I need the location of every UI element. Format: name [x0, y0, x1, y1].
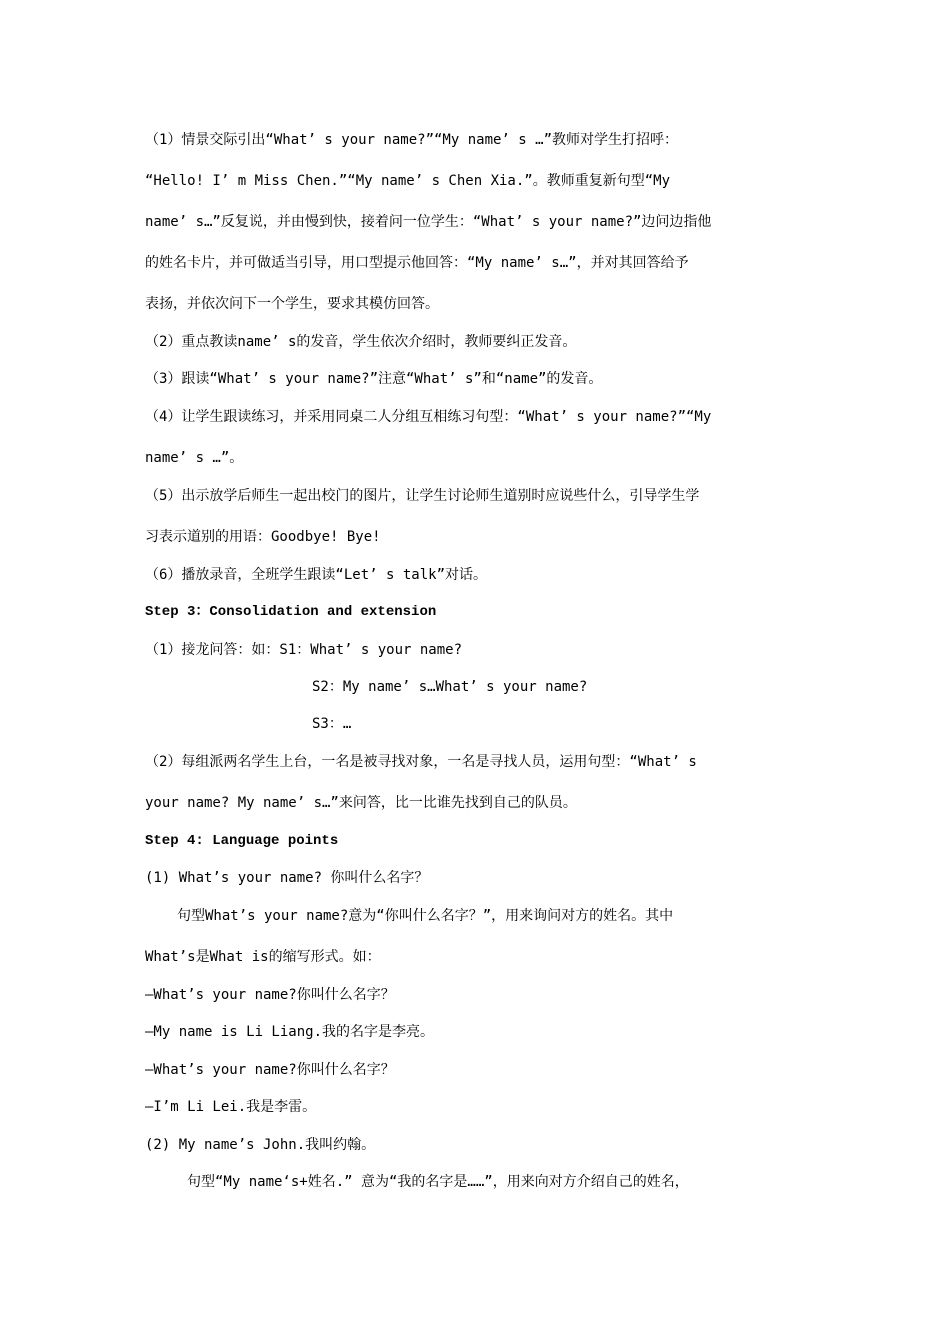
- step3-item-1-s3: S3：…: [312, 716, 352, 732]
- step2-item-4-line-1: （4）让学生跟读练习，并采用同桌二人分组互相练习句型：“What’ s your name?”“My: [145, 409, 712, 425]
- step4-point-1-heading: (1) What’s your name? 你叫什么名字？: [145, 870, 429, 886]
- step2-item-1-line-4: 的姓名卡片，并可做适当引导，用口型提示他回答：“My name’ s…”，并对其回答给予: [145, 255, 689, 271]
- example-2-question: —What’s your name?你叫什么名字？: [145, 1062, 395, 1078]
- step4-point-1-explanation-cont: What’s是What is的缩写形式。如：: [145, 949, 381, 965]
- example-1-question: —What’s your name?你叫什么名字？: [145, 987, 395, 1003]
- step4-point-1-explanation: 句型What’s your name?意为“你叫什么名字？”，用来询问对方的姓名。其中: [177, 908, 674, 924]
- step2-item-1-line-1: （1）情景交际引出“What’ s your name?”“My name’ s …”教师对学生打招呼：: [145, 132, 679, 148]
- step4-heading: Step 4: Language points: [145, 833, 339, 849]
- step2-item-1-line-5: 表扬，并依次问下一个学生，要求其模仿回答。: [145, 296, 439, 312]
- step4-point-2-explanation: 句型“My name‘s+姓名.” 意为“我的名字是……”，用来向对方介绍自己的姓名，: [187, 1174, 689, 1190]
- step2-item-4-line-2: name’ s …”。: [145, 450, 244, 466]
- step3-item-1-s2: S2：My name’ s…What’ s your name?: [312, 679, 588, 695]
- step2-item-6: （6）播放录音，全班学生跟读“Let’ s talk”对话。: [145, 567, 488, 583]
- step2-item-3: （3）跟读“What’ s your name?”注意“What’ s”和“name”的发音。: [145, 371, 603, 387]
- step2-item-5-line-2: 习表示道别的用语：Goodbye! Bye!: [145, 529, 381, 545]
- example-2-answer: —I’m Li Lei.我是李雷。: [145, 1099, 317, 1115]
- step2-item-1-line-2: “Hello! I’ m Miss Chen.”“My name’ s Chen Xia.”。教师重复新句型“My: [145, 173, 671, 189]
- step2-item-5-line-1: （5）出示放学后师生一起出校门的图片，让学生讨论师生道别时应说些什么，引导学生学: [145, 488, 700, 504]
- step3-item-1: （1）接龙问答：如：S1：What’ s your name?: [145, 642, 463, 658]
- step4-point-2-heading: (2) My name’s John.我叫约翰。: [145, 1137, 376, 1153]
- step3-item-2-line-2: your name? My name’ s…”来问答，比一比谁先找到自己的队员。: [145, 795, 577, 811]
- step2-item-1-line-3: name’ s…”反复说，并由慢到快，接着问一位学生：“What’ s your name?”边问边指他: [145, 214, 712, 230]
- step3-heading: Step 3：Consolidation and extension: [145, 604, 437, 620]
- step2-item-2: （2）重点教读name’ s的发音，学生依次介绍时，教师要纠正发音。: [145, 334, 577, 350]
- step3-item-2-line-1: （2）每组派两名学生上台，一名是被寻找对象，一名是寻找人员，运用句型：“What’ s: [145, 754, 697, 770]
- example-1-answer: —My name is Li Liang.我的名字是李亮。: [145, 1024, 435, 1040]
